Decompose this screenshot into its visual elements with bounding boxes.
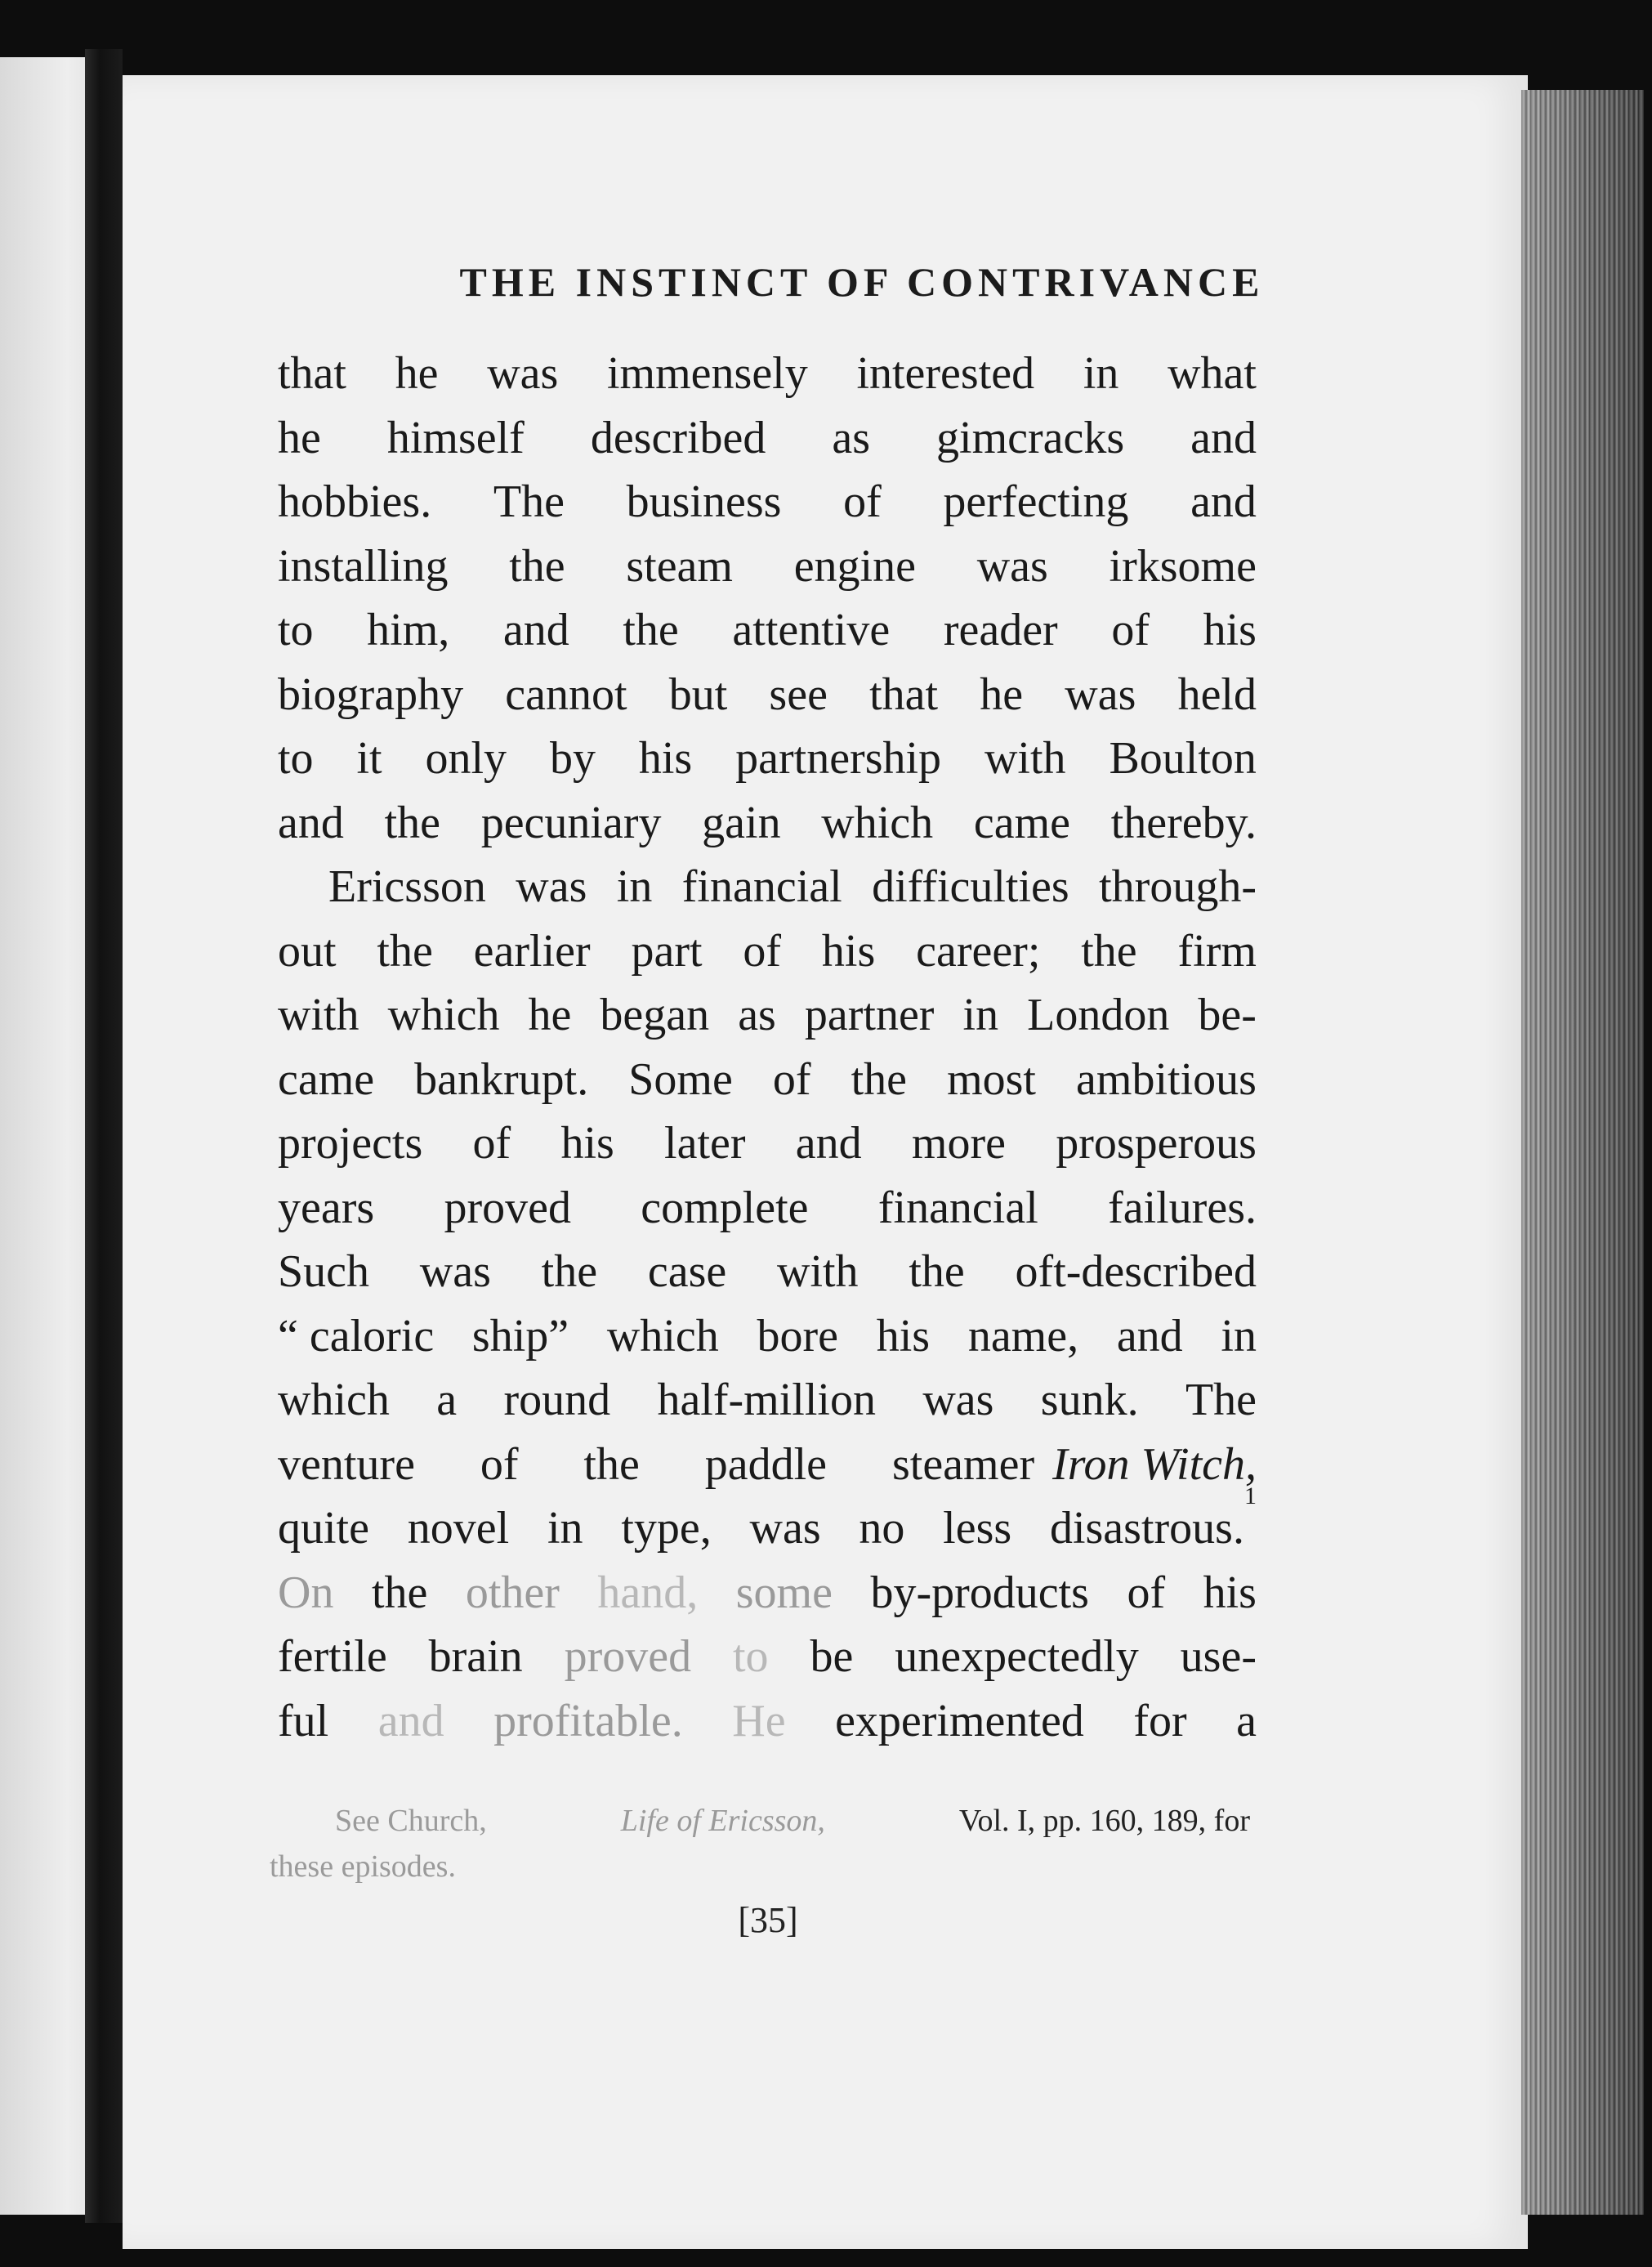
body-line-1 [278, 342, 1257, 406]
body-text [278, 342, 1257, 1753]
body-line-5-word: him, [367, 605, 450, 655]
line-19-word: no [859, 1503, 905, 1554]
body-line-6-word: held [1177, 668, 1257, 720]
body-line-6 [278, 663, 1257, 727]
body-line-11-word: partner [804, 990, 935, 1040]
body-line-1-word: was [487, 348, 559, 399]
body-line-21 [278, 1625, 1257, 1689]
body-line-19 [278, 1482, 1257, 1561]
body-line-3-word: The [493, 476, 565, 527]
body-line-14-word: complete [641, 1182, 809, 1233]
body-line-21-word: to [732, 1631, 769, 1682]
body-line-5-word: of [1111, 605, 1150, 655]
body-line-12-word: of [772, 1053, 811, 1105]
body-line-18 [278, 1433, 1257, 1497]
body-line-16-word: in [1221, 1310, 1257, 1362]
body-line-15-word: was [419, 1246, 491, 1297]
body-line-3-word: perfecting [943, 476, 1129, 527]
body-line-10-word: the [1081, 925, 1137, 977]
body-line-9-word: through- [1099, 861, 1257, 912]
body-line-22-word: profitable. [493, 1695, 683, 1746]
body-line-4-word: steam [626, 540, 733, 592]
body-line-7-word: it [356, 733, 382, 784]
body-line-3 [278, 470, 1257, 534]
body-line-5-word: his [1203, 605, 1257, 655]
body-line-6-word: was [1065, 668, 1136, 720]
body-line-16-word: bore [757, 1310, 838, 1362]
body-line-10-word: of [743, 925, 782, 977]
body-line-2 [278, 406, 1257, 471]
body-line-8-word: the [384, 797, 440, 848]
body-line-1-word: interested [856, 348, 1035, 399]
body-line-22-word: ful [278, 1695, 329, 1746]
body-line-16-word: his [876, 1310, 931, 1362]
body-line-13 [278, 1111, 1257, 1176]
body-line-5-word: the [623, 605, 679, 655]
body-line-17-word: was [922, 1375, 994, 1425]
body-line-2-word: as [832, 412, 871, 463]
footnote-rest: Vol. I, pp. 160, 189, for [958, 1804, 1250, 1838]
line-18-text [278, 1433, 1034, 1497]
body-line-11-word: which [387, 990, 500, 1040]
body-line-21-word: be [810, 1631, 854, 1682]
body-line-9-word: Ericsson [328, 861, 486, 912]
body-line-20-word: hand, [597, 1567, 699, 1618]
line-19-word: quite [278, 1503, 369, 1554]
body-line-3-word: and [1190, 476, 1257, 527]
body-line-20-word: some [735, 1567, 833, 1618]
body-line-4-word: engine [793, 540, 916, 592]
body-line-11-word: in [962, 990, 999, 1040]
line-19-word: less [943, 1503, 1012, 1554]
line-18-word: of [480, 1438, 519, 1490]
body-line-16-word: and [1116, 1310, 1183, 1362]
running-head: THE INSTINCT OF CONTRIVANCE [459, 259, 1265, 305]
line-18-word: venture [278, 1438, 415, 1490]
body-line-6-word: he [980, 668, 1024, 720]
body-line-10-word: firm [1177, 925, 1257, 977]
body-line-11 [278, 983, 1257, 1048]
body-line-16-word: “ caloric [278, 1310, 435, 1362]
body-line-22-word: for [1133, 1695, 1187, 1746]
body-line-12-word: Some [628, 1053, 733, 1105]
body-line-7-word: to [278, 733, 314, 784]
footnote-marker: 1 [1244, 1482, 1257, 1509]
body-line-4-word: the [509, 540, 565, 592]
body-line-2-word: and [1190, 412, 1257, 463]
body-line-20-word: of [1127, 1567, 1166, 1618]
body-line-17-word: a [436, 1375, 458, 1425]
body-line-5-word: to [278, 605, 314, 655]
body-line-14-word: financial [877, 1182, 1038, 1233]
body-line-6-word: cannot [505, 668, 627, 720]
body-line-9-word: financial [681, 861, 842, 912]
body-line-10-word: his [821, 925, 876, 977]
footnote-prefix: See Church, [335, 1804, 487, 1838]
body-line-13-word: and [795, 1118, 862, 1169]
body-line-14-word: years [278, 1182, 375, 1233]
body-line-8-word: came [973, 797, 1070, 848]
body-line-22-word: a [1236, 1695, 1257, 1746]
body-line-12-word: ambitious [1076, 1053, 1257, 1105]
line-19-word: was [749, 1503, 821, 1554]
body-line-12-word: came [278, 1053, 375, 1105]
body-line-4-word: was [976, 540, 1048, 592]
body-line-7-word: Boulton [1109, 733, 1257, 784]
body-line-2-word: himself [386, 412, 525, 463]
body-line-10-word: career; [916, 925, 1041, 977]
body-line-10-word: out [278, 925, 337, 977]
body-line-22-word: and [377, 1695, 444, 1746]
body-line-2-word: described [590, 412, 766, 463]
body-line-9 [278, 855, 1257, 919]
body-line-8-word: thereby. [1110, 797, 1257, 848]
body-line-9-word: was [516, 861, 587, 912]
body-line-1-word: he [395, 348, 439, 399]
line-19-word: type, [621, 1503, 712, 1554]
body-line-17-word: round [503, 1375, 611, 1425]
body-line-16-word: name, [967, 1310, 1079, 1362]
body-line-22-word: experimented [835, 1695, 1084, 1746]
line-18-italic-title: Iron Witch, [1052, 1438, 1257, 1490]
body-line-12-word: bankrupt. [414, 1053, 589, 1105]
body-line-4 [278, 534, 1257, 599]
body-line-1-word: immensely [607, 348, 808, 399]
body-line-20 [278, 1561, 1257, 1625]
body-line-14-word: proved [444, 1182, 571, 1233]
body-line-6-word: but [668, 668, 728, 720]
body-line-15-word: oft-described [1015, 1246, 1257, 1297]
body-line-15-word: the [541, 1246, 598, 1297]
body-line-14-word: failures. [1108, 1182, 1257, 1233]
body-line-13-word: more [911, 1118, 1006, 1169]
body-line-15-word: with [777, 1246, 859, 1297]
body-line-8-word: pecuniary [480, 797, 662, 848]
line-19-word: novel [407, 1503, 510, 1554]
body-line-15-word: case [647, 1246, 727, 1297]
body-line-2-word: gimcracks [936, 412, 1125, 463]
line-18-word: steamer [891, 1438, 1035, 1490]
body-line-14 [278, 1176, 1257, 1241]
page-number: [35] [738, 1900, 798, 1940]
body-line-12 [278, 1048, 1257, 1112]
body-line-11-word: London [1027, 990, 1170, 1040]
body-line-15-word: Such [278, 1246, 369, 1297]
body-line-13-word: his [560, 1118, 614, 1169]
body-line-17 [278, 1368, 1257, 1433]
footnote-line-1 [270, 1798, 1250, 1844]
line-19-word: disastrous. [1049, 1503, 1244, 1554]
body-line-12-word: most [947, 1053, 1036, 1105]
body-line-13-word: prosperous [1056, 1118, 1257, 1169]
body-line-21-word: fertile [278, 1631, 387, 1682]
body-line-7 [278, 727, 1257, 791]
body-line-11-word: be- [1198, 990, 1257, 1040]
body-line-21-word: proved [564, 1631, 692, 1682]
body-line-7-word: his [638, 733, 693, 784]
body-line-8-word: gain [702, 797, 781, 848]
body-line-13-word: of [472, 1118, 511, 1169]
body-line-22 [278, 1689, 1257, 1754]
body-line-17-word: which [278, 1375, 390, 1425]
body-line-11-word: began [600, 990, 710, 1040]
body-line-11-word: as [738, 990, 776, 1040]
body-line-9-word: difficulties [872, 861, 1069, 912]
body-line-5-word: attentive [732, 605, 891, 655]
body-line-10-word: earlier [473, 925, 591, 977]
body-line-10 [278, 919, 1257, 984]
body-line-8-word: and [278, 797, 344, 848]
body-line-16 [278, 1304, 1257, 1369]
line-18-word: paddle [704, 1438, 828, 1490]
body-line-15 [278, 1240, 1257, 1304]
book-gutter [85, 49, 123, 2223]
body-line-20-word: the [371, 1567, 428, 1618]
body-line-8-word: which [821, 797, 934, 848]
footnote-title: Life of Ericsson, [620, 1804, 825, 1838]
body-line-1-word: in [1083, 348, 1119, 399]
body-line-5-word: and [502, 605, 569, 655]
body-line-10-word: part [631, 925, 703, 977]
body-line-7-word: by [549, 733, 596, 784]
body-line-10-word: the [377, 925, 433, 977]
body-lines [278, 342, 1257, 1433]
body-line-20-word: by-products [870, 1567, 1089, 1618]
body-line-3-word: hobbies. [278, 476, 432, 527]
line-19-text [278, 1496, 1244, 1561]
body-line-4-word: irksome [1109, 540, 1257, 592]
body-line-5-word: reader [943, 605, 1058, 655]
body-line-11-word: he [528, 990, 572, 1040]
body-line-20-word: his [1203, 1567, 1257, 1618]
body-line-5 [278, 598, 1257, 663]
body-line-3-word: business [626, 476, 782, 527]
body-line-2-word: he [278, 412, 321, 463]
body-line-9-word: in [616, 861, 653, 912]
body-line-1-word: that [278, 348, 346, 399]
body-line-20-word: On [278, 1567, 334, 1618]
body-line-12-word: the [851, 1053, 908, 1105]
body-line-7-word: with [984, 733, 1066, 784]
body-line-17-word: The [1185, 1375, 1257, 1425]
body-line-13-word: projects [278, 1118, 423, 1169]
body-line-17-word: sunk. [1040, 1375, 1139, 1425]
footnote-line-2: these episodes. [270, 1849, 456, 1884]
body-line-7-word: partnership [735, 733, 942, 784]
page-fore-edge-shade [1521, 90, 1644, 2215]
body-line-3-word: of [843, 476, 882, 527]
body-line-15-word: the [909, 1246, 965, 1297]
line-18-word: the [583, 1438, 640, 1490]
body-line-21-word: brain [428, 1631, 523, 1682]
footnote [270, 1798, 1250, 1889]
line-19-word: in [547, 1503, 583, 1554]
body-line-6-word: that [869, 668, 939, 720]
body-line-21-word: unexpectedly [895, 1631, 1139, 1682]
body-line-6-word: see [769, 668, 828, 720]
body-line-1-word: what [1168, 348, 1257, 399]
body-line-22-word: He [732, 1695, 786, 1746]
body-line-21-word: use- [1180, 1631, 1257, 1682]
body-line-13-word: later [664, 1118, 746, 1169]
body-line-17-word: half-million [657, 1375, 876, 1425]
body-line-11-word: with [278, 990, 359, 1040]
body-line-7-word: only [425, 733, 507, 784]
body-line-20-word: other [465, 1567, 560, 1618]
body-line-16-word: which [606, 1310, 719, 1362]
body-line-4-word: installing [278, 540, 449, 592]
body-line-16-word: ship” [471, 1310, 569, 1362]
body-line-6-word: biography [278, 668, 464, 720]
body-line-8 [278, 791, 1257, 856]
